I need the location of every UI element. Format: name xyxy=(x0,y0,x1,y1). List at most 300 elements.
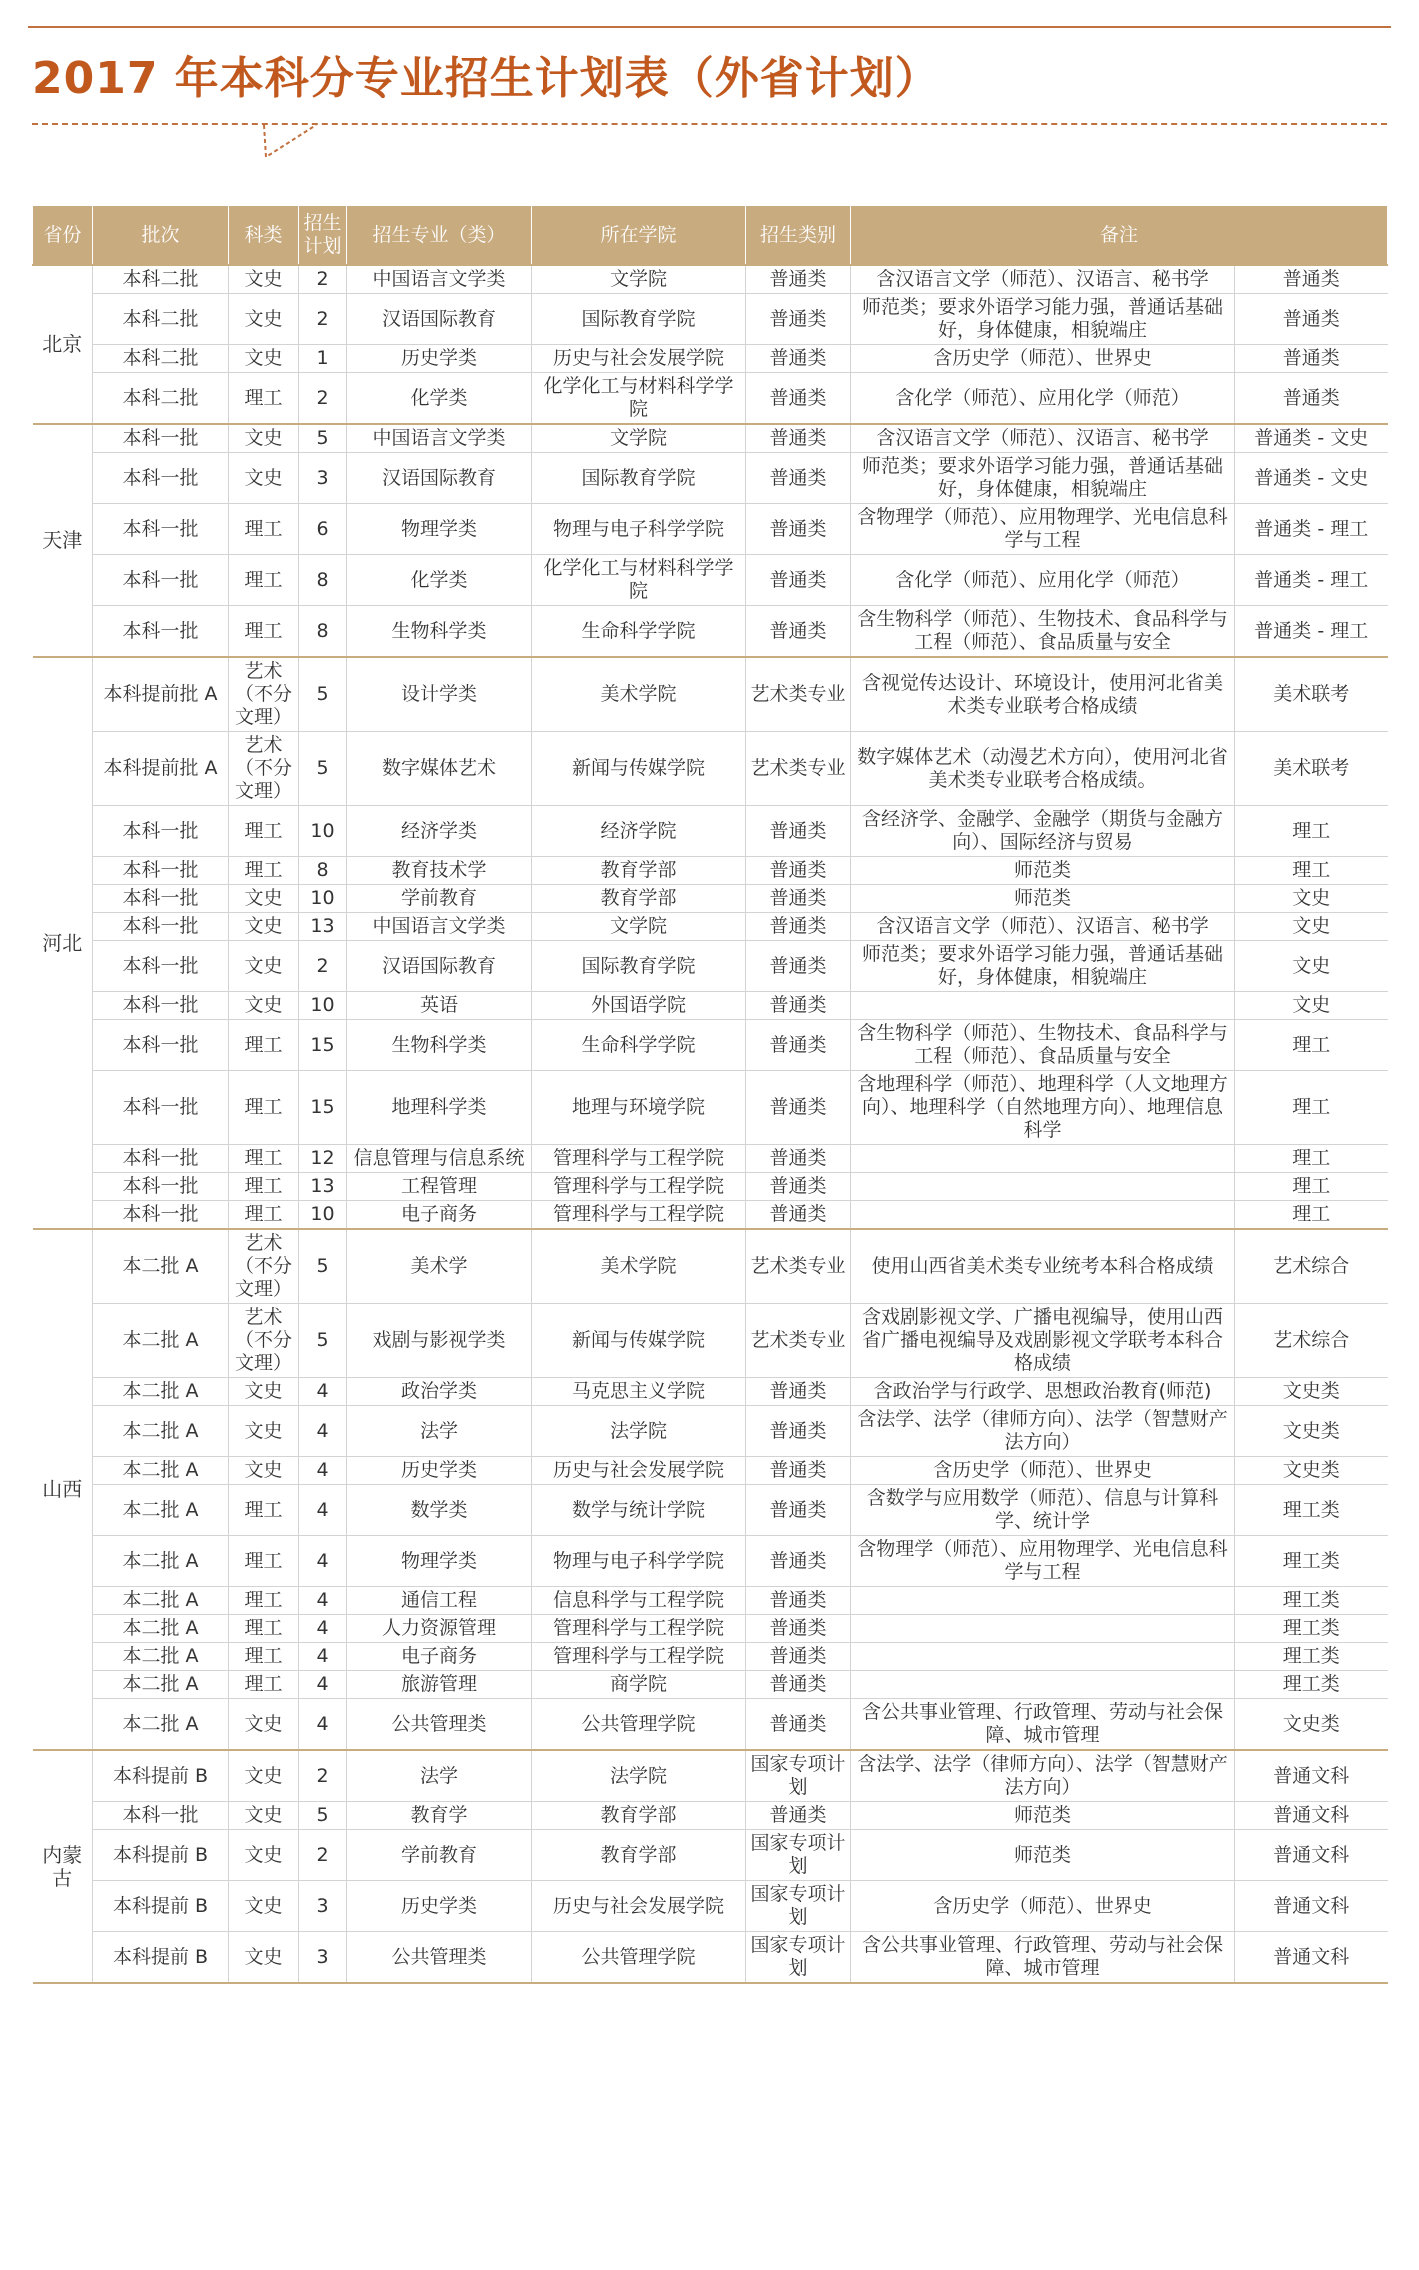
batch-cell: 本科二批 xyxy=(93,265,229,294)
plan-cell: 2 xyxy=(299,1830,347,1881)
college-cell: 国际教育学院 xyxy=(532,941,746,992)
plan-cell: 5 xyxy=(299,657,347,732)
type-cell: 理工类 xyxy=(1235,1536,1388,1587)
table-row xyxy=(33,1830,1388,1881)
subject-cell: 理工 xyxy=(229,1020,299,1071)
table-row xyxy=(33,857,1388,885)
major-cell: 电子商务 xyxy=(347,1201,532,1230)
table-row xyxy=(33,1671,1388,1699)
plan-cell: 3 xyxy=(299,1932,347,1984)
batch-cell: 本科一批 xyxy=(93,885,229,913)
plan-cell: 5 xyxy=(299,1802,347,1830)
subject-cell: 艺术（不分文理） xyxy=(229,657,299,732)
top-rule xyxy=(28,26,1391,28)
major-cell: 汉语国际教育 xyxy=(347,941,532,992)
plan-cell: 5 xyxy=(299,1304,347,1378)
type-cell: 普通文科 xyxy=(1235,1750,1388,1802)
major-cell: 电子商务 xyxy=(347,1643,532,1671)
category-cell: 普通类 xyxy=(746,857,851,885)
subject-cell: 理工 xyxy=(229,1671,299,1699)
subject-cell: 理工 xyxy=(229,504,299,555)
table-row xyxy=(33,1071,1388,1145)
subject-cell: 文史 xyxy=(229,1378,299,1406)
note-cell: 含化学（师范）、应用化学（师范） xyxy=(851,373,1235,425)
type-cell: 普通类 xyxy=(1235,265,1388,294)
table-row xyxy=(33,732,1388,806)
subject-cell: 文史 xyxy=(229,424,299,453)
note-cell: 含汉语言文学（师范）、汉语言、秘书学 xyxy=(851,265,1235,294)
batch-cell: 本科一批 xyxy=(93,1201,229,1230)
category-cell: 普通类 xyxy=(746,1587,851,1615)
type-cell: 理工 xyxy=(1235,1145,1388,1173)
category-cell: 普通类 xyxy=(746,1173,851,1201)
note-cell xyxy=(851,1145,1235,1173)
category-cell: 普通类 xyxy=(746,941,851,992)
category-cell: 普通类 xyxy=(746,1643,851,1671)
plan-cell: 2 xyxy=(299,373,347,425)
type-cell: 文史类 xyxy=(1235,1406,1388,1457)
plan-cell: 15 xyxy=(299,1071,347,1145)
major-cell: 数学类 xyxy=(347,1485,532,1536)
subject-cell: 理工 xyxy=(229,555,299,606)
major-cell: 政治学类 xyxy=(347,1378,532,1406)
college-cell: 生命科学学院 xyxy=(532,1020,746,1071)
type-cell: 文史类 xyxy=(1235,1699,1388,1751)
type-cell: 普通类 - 理工 xyxy=(1235,555,1388,606)
category-cell: 普通类 xyxy=(746,806,851,857)
plan-cell: 4 xyxy=(299,1378,347,1406)
type-cell: 艺术综合 xyxy=(1235,1304,1388,1378)
category-cell: 普通类 xyxy=(746,345,851,373)
major-cell: 物理学类 xyxy=(347,504,532,555)
type-cell: 理工 xyxy=(1235,1071,1388,1145)
plan-cell: 10 xyxy=(299,992,347,1020)
header-subject: 科类 xyxy=(229,206,299,265)
table-row xyxy=(33,424,1388,453)
note-cell: 含经济学、金融学、金融学（期货与金融方向）、国际经济与贸易 xyxy=(851,806,1235,857)
major-cell: 中国语言文学类 xyxy=(347,265,532,294)
note-cell: 含法学、法学（律师方向）、法学（智慧财产法方向） xyxy=(851,1750,1235,1802)
plan-cell: 13 xyxy=(299,1173,347,1201)
table-row xyxy=(33,1457,1388,1485)
type-cell: 普通类 - 文史 xyxy=(1235,424,1388,453)
table-row xyxy=(33,1536,1388,1587)
college-cell: 公共管理学院 xyxy=(532,1699,746,1751)
note-cell: 师范类 xyxy=(851,885,1235,913)
college-cell: 化学化工与材料科学学院 xyxy=(532,555,746,606)
major-cell: 工程管理 xyxy=(347,1173,532,1201)
batch-cell: 本科二批 xyxy=(93,294,229,345)
plan-cell: 10 xyxy=(299,806,347,857)
note-cell xyxy=(851,1201,1235,1230)
type-cell: 普通类 - 理工 xyxy=(1235,606,1388,658)
college-cell: 公共管理学院 xyxy=(532,1932,746,1984)
subject-cell: 文史 xyxy=(229,294,299,345)
note-cell: 师范类；要求外语学习能力强，普通话基础好，身体健康，相貌端庄 xyxy=(851,294,1235,345)
category-cell: 普通类 xyxy=(746,885,851,913)
type-cell: 理工 xyxy=(1235,1201,1388,1230)
category-cell: 普通类 xyxy=(746,992,851,1020)
plan-cell: 5 xyxy=(299,1229,347,1304)
table-row xyxy=(33,1615,1388,1643)
college-cell: 管理科学与工程学院 xyxy=(532,1173,746,1201)
major-cell: 教育技术学 xyxy=(347,857,532,885)
major-cell: 经济学类 xyxy=(347,806,532,857)
type-cell: 普通文科 xyxy=(1235,1881,1388,1932)
table-row xyxy=(33,294,1388,345)
batch-cell: 本二批 A xyxy=(93,1304,229,1378)
note-cell: 含汉语言文学（师范）、汉语言、秘书学 xyxy=(851,913,1235,941)
plan-cell: 1 xyxy=(299,345,347,373)
college-cell: 教育学部 xyxy=(532,885,746,913)
province-cell: 北京 xyxy=(33,265,93,424)
plan-cell: 2 xyxy=(299,1750,347,1802)
type-cell: 理工类 xyxy=(1235,1615,1388,1643)
major-cell: 中国语言文学类 xyxy=(347,913,532,941)
category-cell: 国家专项计划 xyxy=(746,1881,851,1932)
college-cell: 经济学院 xyxy=(532,806,746,857)
batch-cell: 本科一批 xyxy=(93,913,229,941)
category-cell: 普通类 xyxy=(746,1406,851,1457)
college-cell: 化学化工与材料科学学院 xyxy=(532,373,746,425)
plan-cell: 4 xyxy=(299,1615,347,1643)
batch-cell: 本科提前批 A xyxy=(93,657,229,732)
college-cell: 历史与社会发展学院 xyxy=(532,1881,746,1932)
major-cell: 公共管理类 xyxy=(347,1699,532,1751)
note-cell: 含物理学（师范）、应用物理学、光电信息科学与工程 xyxy=(851,1536,1235,1587)
title-dashed-divider xyxy=(32,123,1387,125)
batch-cell: 本科提前批 A xyxy=(93,732,229,806)
type-cell: 文史 xyxy=(1235,941,1388,992)
type-cell: 文史 xyxy=(1235,992,1388,1020)
major-cell: 法学 xyxy=(347,1750,532,1802)
subject-cell: 理工 xyxy=(229,1201,299,1230)
plan-cell: 6 xyxy=(299,504,347,555)
subject-cell: 文史 xyxy=(229,453,299,504)
subject-cell: 理工 xyxy=(229,1643,299,1671)
category-cell: 普通类 xyxy=(746,294,851,345)
type-cell: 普通文科 xyxy=(1235,1802,1388,1830)
subject-cell: 文史 xyxy=(229,1750,299,1802)
page-title: 2017 年本科分专业招生计划表（外省计划） xyxy=(32,53,940,104)
note-cell: 师范类 xyxy=(851,857,1235,885)
batch-cell: 本二批 A xyxy=(93,1643,229,1671)
subject-cell: 理工 xyxy=(229,1173,299,1201)
subject-cell: 理工 xyxy=(229,806,299,857)
note-cell: 含政治学与行政学、思想政治教育(师范) xyxy=(851,1378,1235,1406)
header-category: 招生类别 xyxy=(746,206,851,265)
header-major: 招生专业（类） xyxy=(347,206,532,265)
table-row xyxy=(33,606,1388,658)
category-cell: 国家专项计划 xyxy=(746,1750,851,1802)
table-row xyxy=(33,1229,1388,1304)
table-header-row xyxy=(33,206,1388,265)
college-cell: 商学院 xyxy=(532,1671,746,1699)
table-row xyxy=(33,1643,1388,1671)
category-cell: 普通类 xyxy=(746,1671,851,1699)
note-cell xyxy=(851,1587,1235,1615)
table-row xyxy=(33,345,1388,373)
category-cell: 普通类 xyxy=(746,1457,851,1485)
major-cell: 旅游管理 xyxy=(347,1671,532,1699)
table-row xyxy=(33,657,1388,732)
college-cell: 教育学部 xyxy=(532,1830,746,1881)
province-cell: 河北 xyxy=(33,657,93,1229)
college-cell: 教育学部 xyxy=(532,1802,746,1830)
type-cell: 普通类 xyxy=(1235,373,1388,425)
note-cell: 含生物科学（师范）、生物技术、食品科学与工程（师范）、食品质量与安全 xyxy=(851,1020,1235,1071)
plan-cell: 2 xyxy=(299,265,347,294)
type-cell: 普通类 xyxy=(1235,294,1388,345)
college-cell: 信息科学与工程学院 xyxy=(532,1587,746,1615)
subject-cell: 文史 xyxy=(229,941,299,992)
batch-cell: 本科提前 B xyxy=(93,1830,229,1881)
note-cell xyxy=(851,1671,1235,1699)
note-cell: 含法学、法学（律师方向）、法学（智慧财产法方向） xyxy=(851,1406,1235,1457)
batch-cell: 本科提前 B xyxy=(93,1932,229,1984)
batch-cell: 本二批 A xyxy=(93,1485,229,1536)
batch-cell: 本科一批 xyxy=(93,1020,229,1071)
note-cell: 师范类 xyxy=(851,1830,1235,1881)
type-cell: 文史类 xyxy=(1235,1378,1388,1406)
plan-cell: 15 xyxy=(299,1020,347,1071)
table-row xyxy=(33,1020,1388,1071)
category-cell: 普通类 xyxy=(746,373,851,425)
plan-cell: 13 xyxy=(299,913,347,941)
batch-cell: 本二批 A xyxy=(93,1615,229,1643)
note-cell: 师范类 xyxy=(851,1802,1235,1830)
enrollment-plan-table xyxy=(32,206,1388,1984)
category-cell: 普通类 xyxy=(746,913,851,941)
plan-cell: 3 xyxy=(299,453,347,504)
major-cell: 教育学 xyxy=(347,1802,532,1830)
plan-cell: 4 xyxy=(299,1587,347,1615)
category-cell: 普通类 xyxy=(746,1699,851,1751)
category-cell: 普通类 xyxy=(746,1020,851,1071)
major-cell: 人力资源管理 xyxy=(347,1615,532,1643)
major-cell: 化学类 xyxy=(347,373,532,425)
major-cell: 历史学类 xyxy=(347,1881,532,1932)
batch-cell: 本科一批 xyxy=(93,992,229,1020)
note-cell: 数字媒体艺术（动漫艺术方向），使用河北省美术类专业联考合格成绩。 xyxy=(851,732,1235,806)
major-cell: 法学 xyxy=(347,1406,532,1457)
type-cell: 理工 xyxy=(1235,857,1388,885)
subject-cell: 理工 xyxy=(229,1485,299,1536)
batch-cell: 本科一批 xyxy=(93,453,229,504)
subject-cell: 文史 xyxy=(229,1699,299,1751)
category-cell: 普通类 xyxy=(746,1201,851,1230)
note-cell: 含视觉传达设计、环境设计，使用河北省美术类专业联考合格成绩 xyxy=(851,657,1235,732)
type-cell: 理工 xyxy=(1235,1173,1388,1201)
major-cell: 生物科学类 xyxy=(347,606,532,658)
type-cell: 普通类 - 文史 xyxy=(1235,453,1388,504)
plan-cell: 10 xyxy=(299,885,347,913)
batch-cell: 本二批 A xyxy=(93,1671,229,1699)
batch-cell: 本二批 A xyxy=(93,1536,229,1587)
college-cell: 文学院 xyxy=(532,424,746,453)
college-cell: 物理与电子科学学院 xyxy=(532,1536,746,1587)
table-row xyxy=(33,1145,1388,1173)
major-cell: 通信工程 xyxy=(347,1587,532,1615)
college-cell: 教育学部 xyxy=(532,857,746,885)
type-cell: 普通类 - 理工 xyxy=(1235,504,1388,555)
major-cell: 化学类 xyxy=(347,555,532,606)
plan-cell: 3 xyxy=(299,1881,347,1932)
college-cell: 生命科学学院 xyxy=(532,606,746,658)
province-cell: 山西 xyxy=(33,1229,93,1750)
subject-cell: 理工 xyxy=(229,1587,299,1615)
category-cell: 艺术类专业 xyxy=(746,1304,851,1378)
college-cell: 管理科学与工程学院 xyxy=(532,1615,746,1643)
table-row xyxy=(33,1304,1388,1378)
batch-cell: 本科一批 xyxy=(93,1145,229,1173)
college-cell: 法学院 xyxy=(532,1750,746,1802)
category-cell: 国家专项计划 xyxy=(746,1830,851,1881)
major-cell: 历史学类 xyxy=(347,345,532,373)
table-row xyxy=(33,1802,1388,1830)
major-cell: 汉语国际教育 xyxy=(347,453,532,504)
major-cell: 数字媒体艺术 xyxy=(347,732,532,806)
subject-cell: 理工 xyxy=(229,373,299,425)
note-cell xyxy=(851,992,1235,1020)
type-cell: 文史类 xyxy=(1235,1457,1388,1485)
college-cell: 国际教育学院 xyxy=(532,453,746,504)
category-cell: 普通类 xyxy=(746,1145,851,1173)
plan-cell: 4 xyxy=(299,1406,347,1457)
batch-cell: 本二批 A xyxy=(93,1587,229,1615)
plan-cell: 4 xyxy=(299,1536,347,1587)
table-row xyxy=(33,555,1388,606)
subject-cell: 文史 xyxy=(229,1830,299,1881)
plan-cell: 2 xyxy=(299,294,347,345)
table-row xyxy=(33,1881,1388,1932)
plan-cell: 8 xyxy=(299,857,347,885)
batch-cell: 本科一批 xyxy=(93,857,229,885)
major-cell: 历史学类 xyxy=(347,1457,532,1485)
college-cell: 地理与环境学院 xyxy=(532,1071,746,1145)
header-remarks: 备注 xyxy=(851,206,1388,265)
table-row xyxy=(33,885,1388,913)
category-cell: 普通类 xyxy=(746,424,851,453)
type-cell: 理工类 xyxy=(1235,1485,1388,1536)
type-cell: 普通文科 xyxy=(1235,1932,1388,1984)
header-plan-line1: 招生 xyxy=(303,212,342,234)
header-batch: 批次 xyxy=(93,206,229,265)
plan-cell: 8 xyxy=(299,555,347,606)
batch-cell: 本科二批 xyxy=(93,373,229,425)
plan-cell: 8 xyxy=(299,606,347,658)
batch-cell: 本科提前 B xyxy=(93,1881,229,1932)
category-cell: 普通类 xyxy=(746,606,851,658)
type-cell: 理工类 xyxy=(1235,1643,1388,1671)
plan-cell: 4 xyxy=(299,1643,347,1671)
batch-cell: 本科提前 B xyxy=(93,1750,229,1802)
type-cell: 文史 xyxy=(1235,913,1388,941)
subject-cell: 艺术（不分文理） xyxy=(229,732,299,806)
major-cell: 物理学类 xyxy=(347,1536,532,1587)
table-row xyxy=(33,992,1388,1020)
category-cell: 普通类 xyxy=(746,1485,851,1536)
category-cell: 国家专项计划 xyxy=(746,1932,851,1984)
batch-cell: 本二批 A xyxy=(93,1699,229,1751)
major-cell: 汉语国际教育 xyxy=(347,294,532,345)
major-cell: 地理科学类 xyxy=(347,1071,532,1145)
note-cell: 含历史学（师范）、世界史 xyxy=(851,345,1235,373)
major-cell: 信息管理与信息系统 xyxy=(347,1145,532,1173)
table-row xyxy=(33,1932,1388,1984)
major-cell: 英语 xyxy=(347,992,532,1020)
note-cell: 师范类；要求外语学习能力强，普通话基础好，身体健康，相貌端庄 xyxy=(851,941,1235,992)
header-plan-line2: 计划 xyxy=(303,235,342,257)
subject-cell: 理工 xyxy=(229,1071,299,1145)
college-cell: 文学院 xyxy=(532,913,746,941)
table-row xyxy=(33,1378,1388,1406)
table-row xyxy=(33,373,1388,425)
major-cell: 学前教育 xyxy=(347,1830,532,1881)
batch-cell: 本科一批 xyxy=(93,1173,229,1201)
major-cell: 中国语言文学类 xyxy=(347,424,532,453)
subject-cell: 理工 xyxy=(229,1145,299,1173)
note-cell: 含历史学（师范）、世界史 xyxy=(851,1457,1235,1485)
category-cell: 普通类 xyxy=(746,265,851,294)
major-cell: 生物科学类 xyxy=(347,1020,532,1071)
category-cell: 艺术类专业 xyxy=(746,1229,851,1304)
college-cell: 历史与社会发展学院 xyxy=(532,345,746,373)
table-row xyxy=(33,504,1388,555)
note-cell: 师范类；要求外语学习能力强，普通话基础好，身体健康，相貌端庄 xyxy=(851,453,1235,504)
batch-cell: 本科一批 xyxy=(93,941,229,992)
college-cell: 新闻与传媒学院 xyxy=(532,1304,746,1378)
category-cell: 普通类 xyxy=(746,1802,851,1830)
college-cell: 物理与电子科学学院 xyxy=(532,504,746,555)
type-cell: 美术联考 xyxy=(1235,732,1388,806)
note-cell: 含物理学（师范）、应用物理学、光电信息科学与工程 xyxy=(851,504,1235,555)
note-cell xyxy=(851,1615,1235,1643)
subject-cell: 文史 xyxy=(229,345,299,373)
batch-cell: 本科一批 xyxy=(93,555,229,606)
note-cell: 含数学与应用数学（师范）、信息与计算科学、统计学 xyxy=(851,1485,1235,1536)
category-cell: 普通类 xyxy=(746,453,851,504)
note-cell: 含地理科学（师范）、地理科学（人文地理方向）、地理科学（自然地理方向）、地理信息科学 xyxy=(851,1071,1235,1145)
batch-cell: 本科二批 xyxy=(93,345,229,373)
table-row xyxy=(33,453,1388,504)
type-cell: 理工 xyxy=(1235,806,1388,857)
college-cell: 法学院 xyxy=(532,1406,746,1457)
plan-cell: 10 xyxy=(299,1201,347,1230)
type-cell: 普通类 xyxy=(1235,345,1388,373)
batch-cell: 本科一批 xyxy=(93,606,229,658)
note-cell: 含生物科学（师范）、生物技术、食品科学与工程（师范）、食品质量与安全 xyxy=(851,606,1235,658)
major-cell: 公共管理类 xyxy=(347,1932,532,1984)
type-cell: 美术联考 xyxy=(1235,657,1388,732)
note-cell: 含汉语言文学（师范）、汉语言、秘书学 xyxy=(851,424,1235,453)
note-cell: 含化学（师范）、应用化学（师范） xyxy=(851,555,1235,606)
plan-cell: 4 xyxy=(299,1699,347,1751)
plan-cell: 4 xyxy=(299,1457,347,1485)
major-cell: 设计学类 xyxy=(347,657,532,732)
college-cell: 美术学院 xyxy=(532,1229,746,1304)
subject-cell: 文史 xyxy=(229,1457,299,1485)
plan-cell: 5 xyxy=(299,424,347,453)
table-row xyxy=(33,1201,1388,1230)
batch-cell: 本科一批 xyxy=(93,424,229,453)
college-cell: 数学与统计学院 xyxy=(532,1485,746,1536)
major-cell: 美术学 xyxy=(347,1229,532,1304)
note-cell xyxy=(851,1173,1235,1201)
major-cell: 戏剧与影视学类 xyxy=(347,1304,532,1378)
subject-cell: 文史 xyxy=(229,1932,299,1984)
batch-cell: 本二批 A xyxy=(93,1378,229,1406)
